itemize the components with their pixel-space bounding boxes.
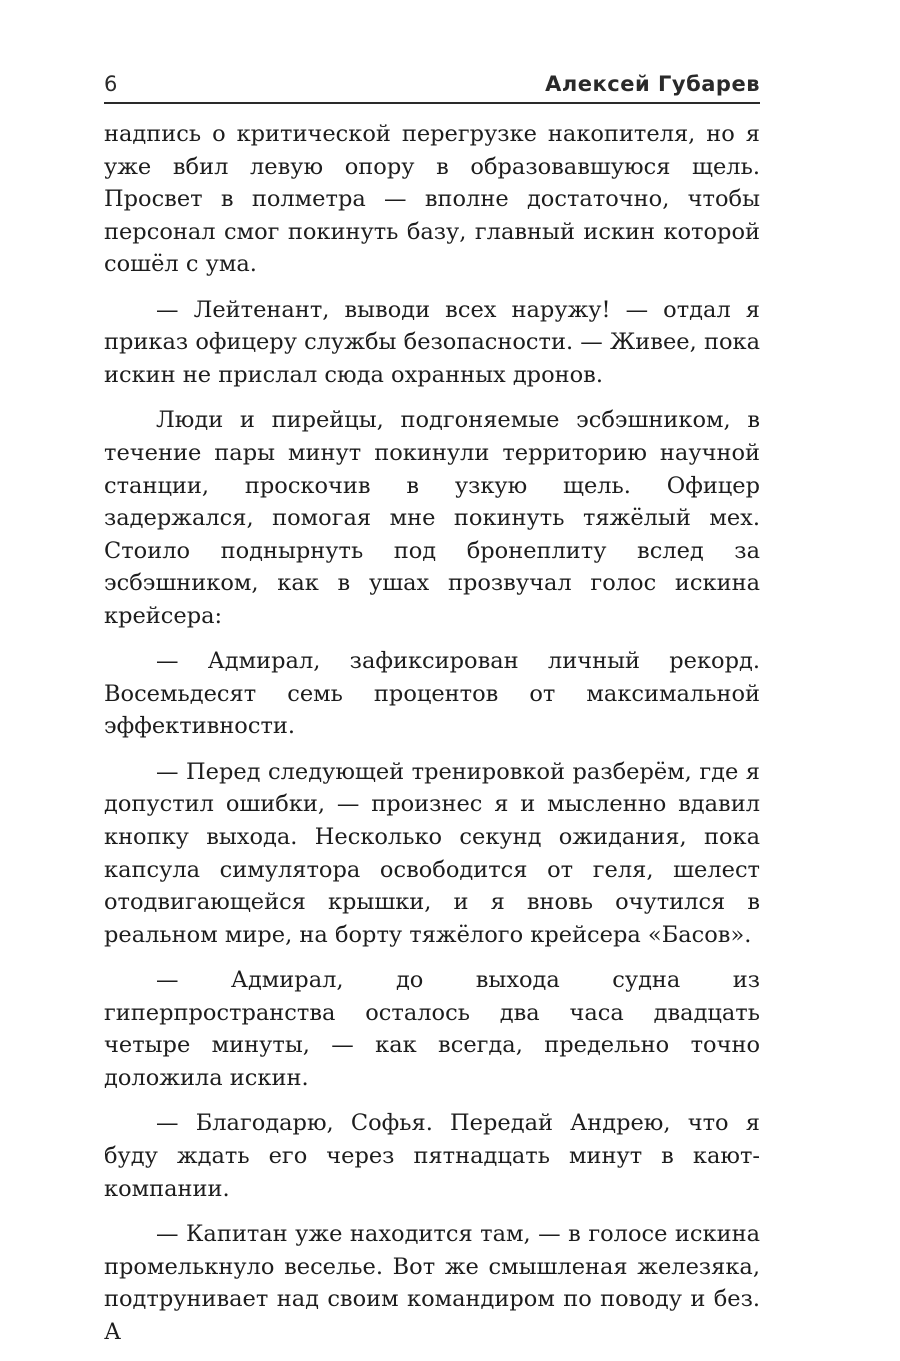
book-page	[104, 72, 760, 1361]
paragraph: надпись о критической перегрузке накопителя, но я уже вбил левую опору в образовавшуюся щель. Просвет в полметра — вполне достаточно, чтобы персонал смог покинуть базу, главный искин которой сошёл с ума.	[104, 121, 760, 278]
paragraph: — Адмирал, до выхода судна из гиперпространства осталось два часа двадцать четыре минуты, — как всегда, предельно точно доложила искин.	[104, 967, 760, 1092]
paragraph: — Лейтенант, выводи всех наружу! — отдал я приказ офицеру службы безопасности. — Живее, пока искин не прислал сюда охранных дронов.	[104, 296, 760, 388]
page-number: 6	[104, 72, 119, 96]
body-text	[104, 118, 760, 1348]
author-name: Алексей Губарев	[545, 72, 760, 96]
paragraph: — Адмирал, зафиксирован личный рекорд. Восемьдесят семь процентов от максимальной эффективности.	[104, 648, 760, 740]
paragraph: Люди и пирейцы, подгоняемые эсбэшником, в течение пары минут покинули территорию научной станции, проскочив в узкую щель. Офицер задержался, помогая мне покинуть тяжёлый мех. Стоило поднырнуть под бронеплиту вслед за эсбэшником, как в ушах прозвучал голос искина крейсера:	[104, 407, 760, 629]
paragraph: — Благодарю, Софья. Передай Андрею, что я буду ждать его через пятнадцать минут в кают-компании.	[104, 1110, 760, 1202]
paragraph: — Капитан уже находится там, — в голосе искина промелькнуло веселье. Вот же смышленая железяка, подтрунивает над своим командиром по поводу и без. А	[104, 1220, 760, 1345]
paragraph: — Перед следующей тренировкой разберём, где я допустил ошибки, — произнес я и мысленно вдавил кнопку выхода. Несколько секунд ожидания, пока капсула симулятора освободится от геля, шелест отодвигающейся крышки, и я вновь очутился в реальном мире, на борту тяжёлого крейсера «Басов».	[104, 758, 760, 948]
running-header	[104, 72, 760, 104]
